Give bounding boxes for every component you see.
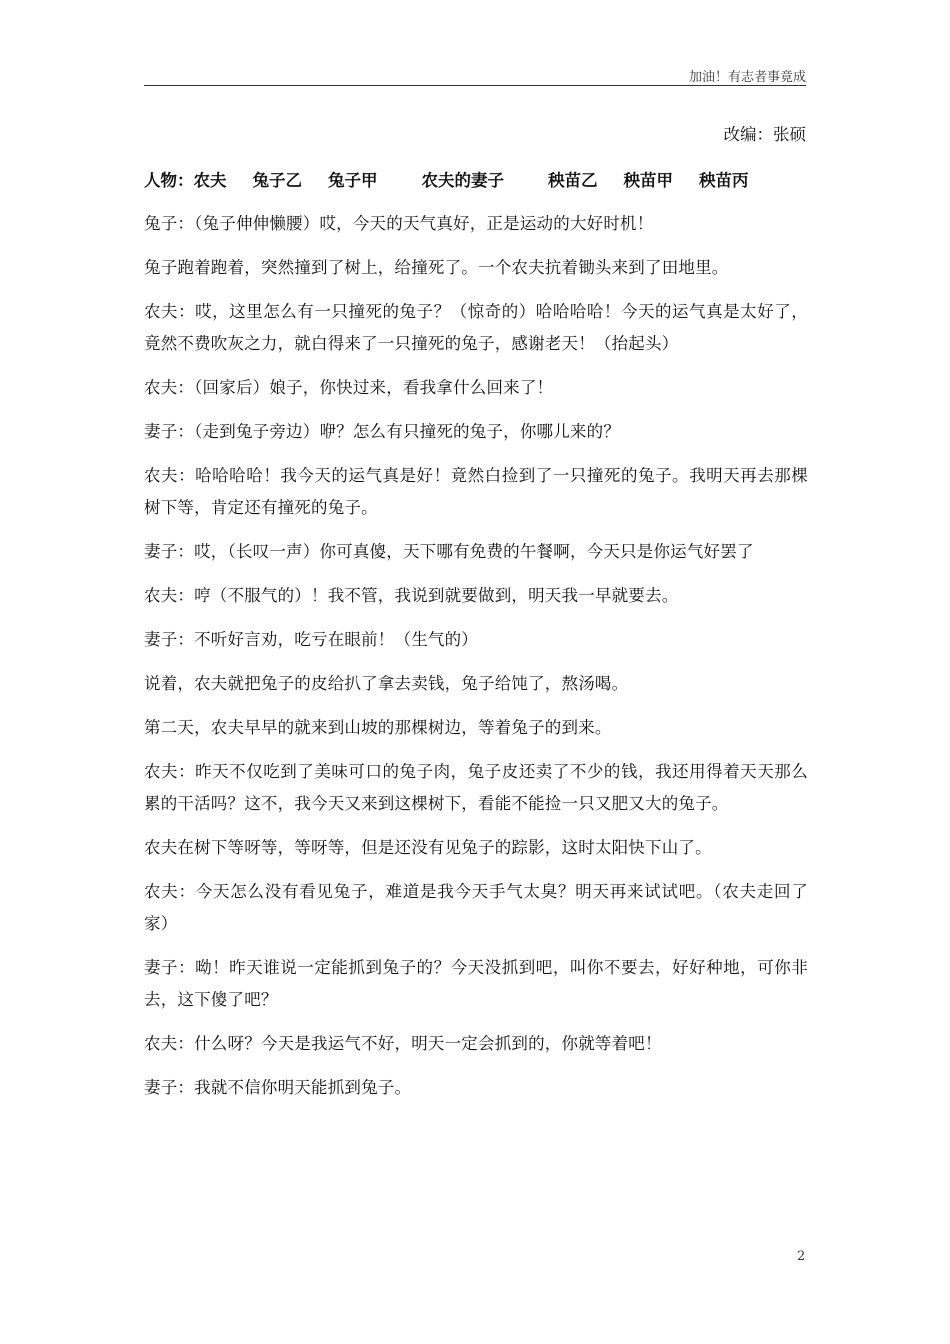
script-line: 农夫：（回家后）娘子，你快过来，看我拿什么回来了！ bbox=[144, 378, 554, 397]
script-line: 农夫：哈哈哈哈！我今天的运气真是好！竟然白捡到了一只撞死的兔子。我明天再去那棵树下等，肯定还有撞死的兔子。 bbox=[144, 466, 808, 517]
script-line: 农夫在树下等呀等，等呀等，但是还没有见兔子的踪影，这时太阳快下山了。 bbox=[144, 838, 712, 857]
character-item: 农夫的妻子 bbox=[421, 171, 504, 190]
character-label: 人物： bbox=[144, 171, 194, 190]
header-motto: 加油！有志者事竟成 bbox=[688, 70, 806, 85]
script-line: 兔子跑着跑着，突然撞到了树上，给撞死了。一个农夫抗着锄头来到了田地里。 bbox=[144, 258, 729, 277]
script-line: 农夫：今天怎么没有看见兔子，难道是我今天手气太臭？明天再来试试吧。（农夫走回了家） bbox=[144, 882, 808, 933]
script-line: 说着，农夫就把兔子的皮给扒了拿去卖钱，兔子给饨了，熬汤喝。 bbox=[144, 674, 629, 693]
header-divider bbox=[144, 85, 806, 86]
script-line: 农夫：昨天不仅吃到了美味可口的兔子肉，兔子皮还卖了不少的钱，我还用得着天天那么累的干活吗？这不，我今天又来到这棵树下，看能不能捡一只又肥又大的兔子。 bbox=[144, 762, 808, 813]
character-item: 秧苗乙 bbox=[548, 171, 598, 190]
script-line: 农夫：哼（不服气的）！我不管，我说到就要做到，明天我一早就要去。 bbox=[144, 586, 679, 605]
character-list bbox=[144, 166, 808, 196]
script-line: 妻子：哎，（长叹一声）你可真傻，天下哪有免费的午餐啊，今天只是你运气好罢了 bbox=[144, 542, 754, 561]
script-line: 妻子：不听好言劝，吃亏在眼前！（生气的） bbox=[144, 630, 478, 649]
adapter-credit: 改编：张硕 bbox=[723, 125, 806, 144]
character-item: 秧苗甲 bbox=[623, 171, 673, 190]
script-line: 农夫：什么呀？今天是我运气不好，明天一定会抓到的，你就等着吧！ bbox=[144, 1034, 662, 1053]
character-item: 秧苗丙 bbox=[699, 171, 749, 190]
character-item: 农夫 bbox=[193, 171, 227, 190]
script-line: 农夫：哎，这里怎么有一只撞死的兔子？（惊奇的）哈哈哈哈！今天的运气真是太好了，竟然不费吹灰之力，就白得来了一只撞死的兔子，感谢老天！（抬起头） bbox=[144, 302, 808, 353]
script-line: 第二天，农夫早早的就来到山坡的那棵树边，等着兔子的到来。 bbox=[144, 718, 612, 737]
character-item: 兔子乙 bbox=[252, 171, 302, 190]
script-line: 妻子：我就不信你明天能抓到兔子。 bbox=[144, 1078, 412, 1097]
script-line: 兔子：（兔子伸伸懒腰）哎，今天的天气真好，正是运动的大好时机！ bbox=[144, 214, 654, 233]
script-line: 妻子：呦！昨天谁说一定能抓到兔子的？今天没抓到吧，叫你不要去，好好种地，可你非去，这下傻了吧？ bbox=[144, 958, 808, 1009]
page-number: 2 bbox=[797, 1249, 806, 1264]
document-body bbox=[144, 120, 808, 1116]
script-line: 妻子：（走到兔子旁边）咿？怎么有只撞死的兔子，你哪儿来的？ bbox=[144, 422, 621, 441]
character-item: 兔子甲 bbox=[328, 171, 378, 190]
